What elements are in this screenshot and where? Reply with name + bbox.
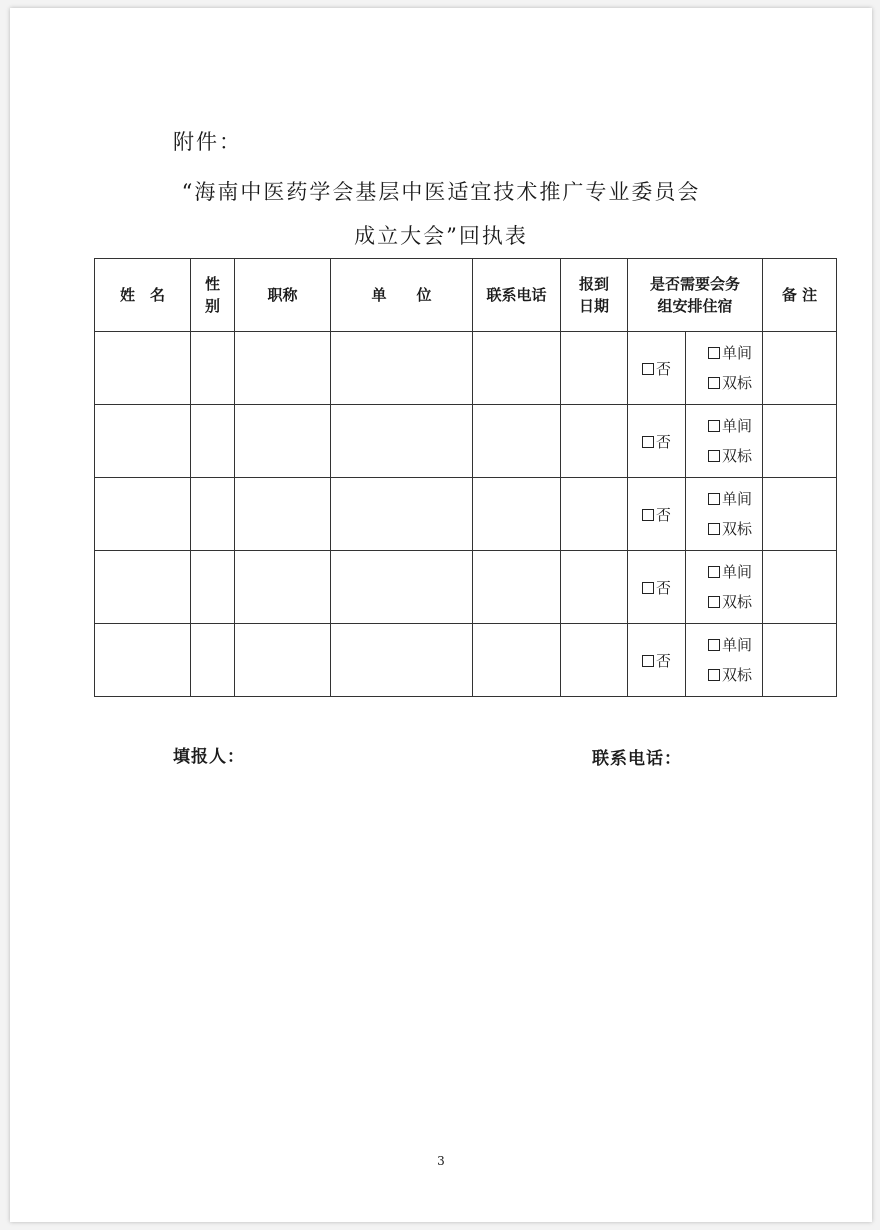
- checkbox-single[interactable]: [708, 420, 720, 432]
- option-double-room[interactable]: [698, 660, 762, 690]
- table-row: [95, 405, 837, 478]
- option-single-label: 单间: [722, 417, 753, 435]
- option-double-room[interactable]: [698, 587, 762, 617]
- filler-label: 填报人：: [173, 747, 245, 767]
- option-single-room[interactable]: [698, 338, 762, 368]
- header-gender: 性 别: [191, 259, 235, 332]
- header-phone: 联系电话: [473, 259, 561, 332]
- option-double-room[interactable]: [698, 514, 762, 544]
- cell-phone[interactable]: [473, 551, 561, 624]
- cell-gender[interactable]: [191, 332, 235, 405]
- cell-job-title[interactable]: [235, 332, 331, 405]
- option-double-label: 双标: [722, 666, 753, 684]
- cell-phone[interactable]: [473, 405, 561, 478]
- option-double-room[interactable]: [698, 368, 762, 398]
- cell-remarks[interactable]: [763, 551, 837, 624]
- header-unit: 单 位: [331, 259, 473, 332]
- attachment-label: 附件：: [173, 130, 242, 154]
- checkbox-double[interactable]: [708, 523, 720, 535]
- table-header-row: [95, 259, 837, 332]
- cell-job-title[interactable]: [235, 478, 331, 551]
- cell-name[interactable]: [95, 405, 191, 478]
- option-double-label: 双标: [722, 374, 753, 392]
- header-name: 姓 名: [95, 259, 191, 332]
- option-single-label: 单间: [722, 636, 753, 654]
- cell-remarks[interactable]: [763, 478, 837, 551]
- cell-arrival[interactable]: [561, 478, 628, 551]
- cell-job-title[interactable]: [235, 624, 331, 697]
- cell-arrival[interactable]: [561, 551, 628, 624]
- cell-name[interactable]: [95, 624, 191, 697]
- cell-name[interactable]: [95, 332, 191, 405]
- cell-name[interactable]: [95, 551, 191, 624]
- lodging-room-options: [686, 624, 763, 697]
- header-job-title: 职称: [235, 259, 331, 332]
- cell-gender[interactable]: [191, 478, 235, 551]
- cell-gender[interactable]: [191, 624, 235, 697]
- cell-arrival[interactable]: [561, 624, 628, 697]
- lodging-room-options: [686, 551, 763, 624]
- lodging-no-option[interactable]: [628, 551, 686, 624]
- cell-gender[interactable]: [191, 405, 235, 478]
- form-title-line2: 成立大会”回执表: [354, 224, 528, 248]
- option-double-room[interactable]: [698, 441, 762, 471]
- lodging-room-options: [686, 478, 763, 551]
- header-arrival-date: 报到 日期: [561, 259, 628, 332]
- option-no-label: 否: [655, 578, 671, 597]
- cell-unit[interactable]: [331, 405, 473, 478]
- checkbox-double[interactable]: [708, 596, 720, 608]
- option-single-room[interactable]: [698, 411, 762, 441]
- cell-unit[interactable]: [331, 624, 473, 697]
- checkbox-no[interactable]: [642, 655, 654, 667]
- checkbox-single[interactable]: [708, 639, 720, 651]
- checkbox-no[interactable]: [642, 363, 654, 375]
- table-row: [95, 624, 837, 697]
- cell-remarks[interactable]: [763, 332, 837, 405]
- table-row: [95, 551, 837, 624]
- header-lodging: 是否需要会务 组安排住宿: [628, 259, 763, 332]
- option-double-label: 双标: [722, 447, 753, 465]
- cell-phone[interactable]: [473, 478, 561, 551]
- lodging-no-option[interactable]: [628, 332, 686, 405]
- checkbox-no[interactable]: [642, 509, 654, 521]
- option-no-label: 否: [655, 651, 671, 670]
- table-row: [95, 478, 837, 551]
- cell-unit[interactable]: [331, 478, 473, 551]
- option-single-room[interactable]: [698, 557, 762, 587]
- checkbox-single[interactable]: [708, 493, 720, 505]
- lodging-no-option[interactable]: [628, 624, 686, 697]
- cell-phone[interactable]: [473, 624, 561, 697]
- checkbox-single[interactable]: [708, 347, 720, 359]
- option-single-label: 单间: [722, 344, 753, 362]
- cell-remarks[interactable]: [763, 405, 837, 478]
- cell-gender[interactable]: [191, 551, 235, 624]
- cell-arrival[interactable]: [561, 332, 628, 405]
- checkbox-no[interactable]: [642, 436, 654, 448]
- checkbox-no[interactable]: [642, 582, 654, 594]
- lodging-no-option[interactable]: [628, 478, 686, 551]
- lodging-room-options: [686, 405, 763, 478]
- option-no-label: 否: [655, 505, 671, 524]
- option-double-label: 双标: [722, 593, 753, 611]
- option-no-label: 否: [655, 432, 671, 451]
- option-single-room[interactable]: [698, 484, 762, 514]
- document-page: [10, 8, 872, 1222]
- option-single-label: 单间: [722, 490, 753, 508]
- cell-phone[interactable]: [473, 332, 561, 405]
- cell-job-title[interactable]: [235, 405, 331, 478]
- cell-unit[interactable]: [331, 551, 473, 624]
- page-number: 3: [437, 1154, 445, 1168]
- checkbox-double[interactable]: [708, 450, 720, 462]
- form-title-line1: “海南中医药学会基层中医适宜技术推广专业委员会: [181, 180, 701, 204]
- lodging-room-options: [686, 332, 763, 405]
- checkbox-double[interactable]: [708, 669, 720, 681]
- cell-arrival[interactable]: [561, 405, 628, 478]
- option-single-label: 单间: [722, 563, 753, 581]
- option-double-label: 双标: [722, 520, 753, 538]
- checkbox-single[interactable]: [708, 566, 720, 578]
- header-remarks: 备 注: [763, 259, 837, 332]
- contact-phone-label: 联系电话：: [592, 749, 682, 769]
- cell-name[interactable]: [95, 478, 191, 551]
- table-row: [95, 332, 837, 405]
- receipt-form-table: [94, 258, 837, 697]
- option-no-label: 否: [655, 359, 671, 378]
- checkbox-double[interactable]: [708, 377, 720, 389]
- cell-remarks[interactable]: [763, 624, 837, 697]
- option-single-room[interactable]: [698, 630, 762, 660]
- cell-job-title[interactable]: [235, 551, 331, 624]
- lodging-no-option[interactable]: [628, 405, 686, 478]
- cell-unit[interactable]: [331, 332, 473, 405]
